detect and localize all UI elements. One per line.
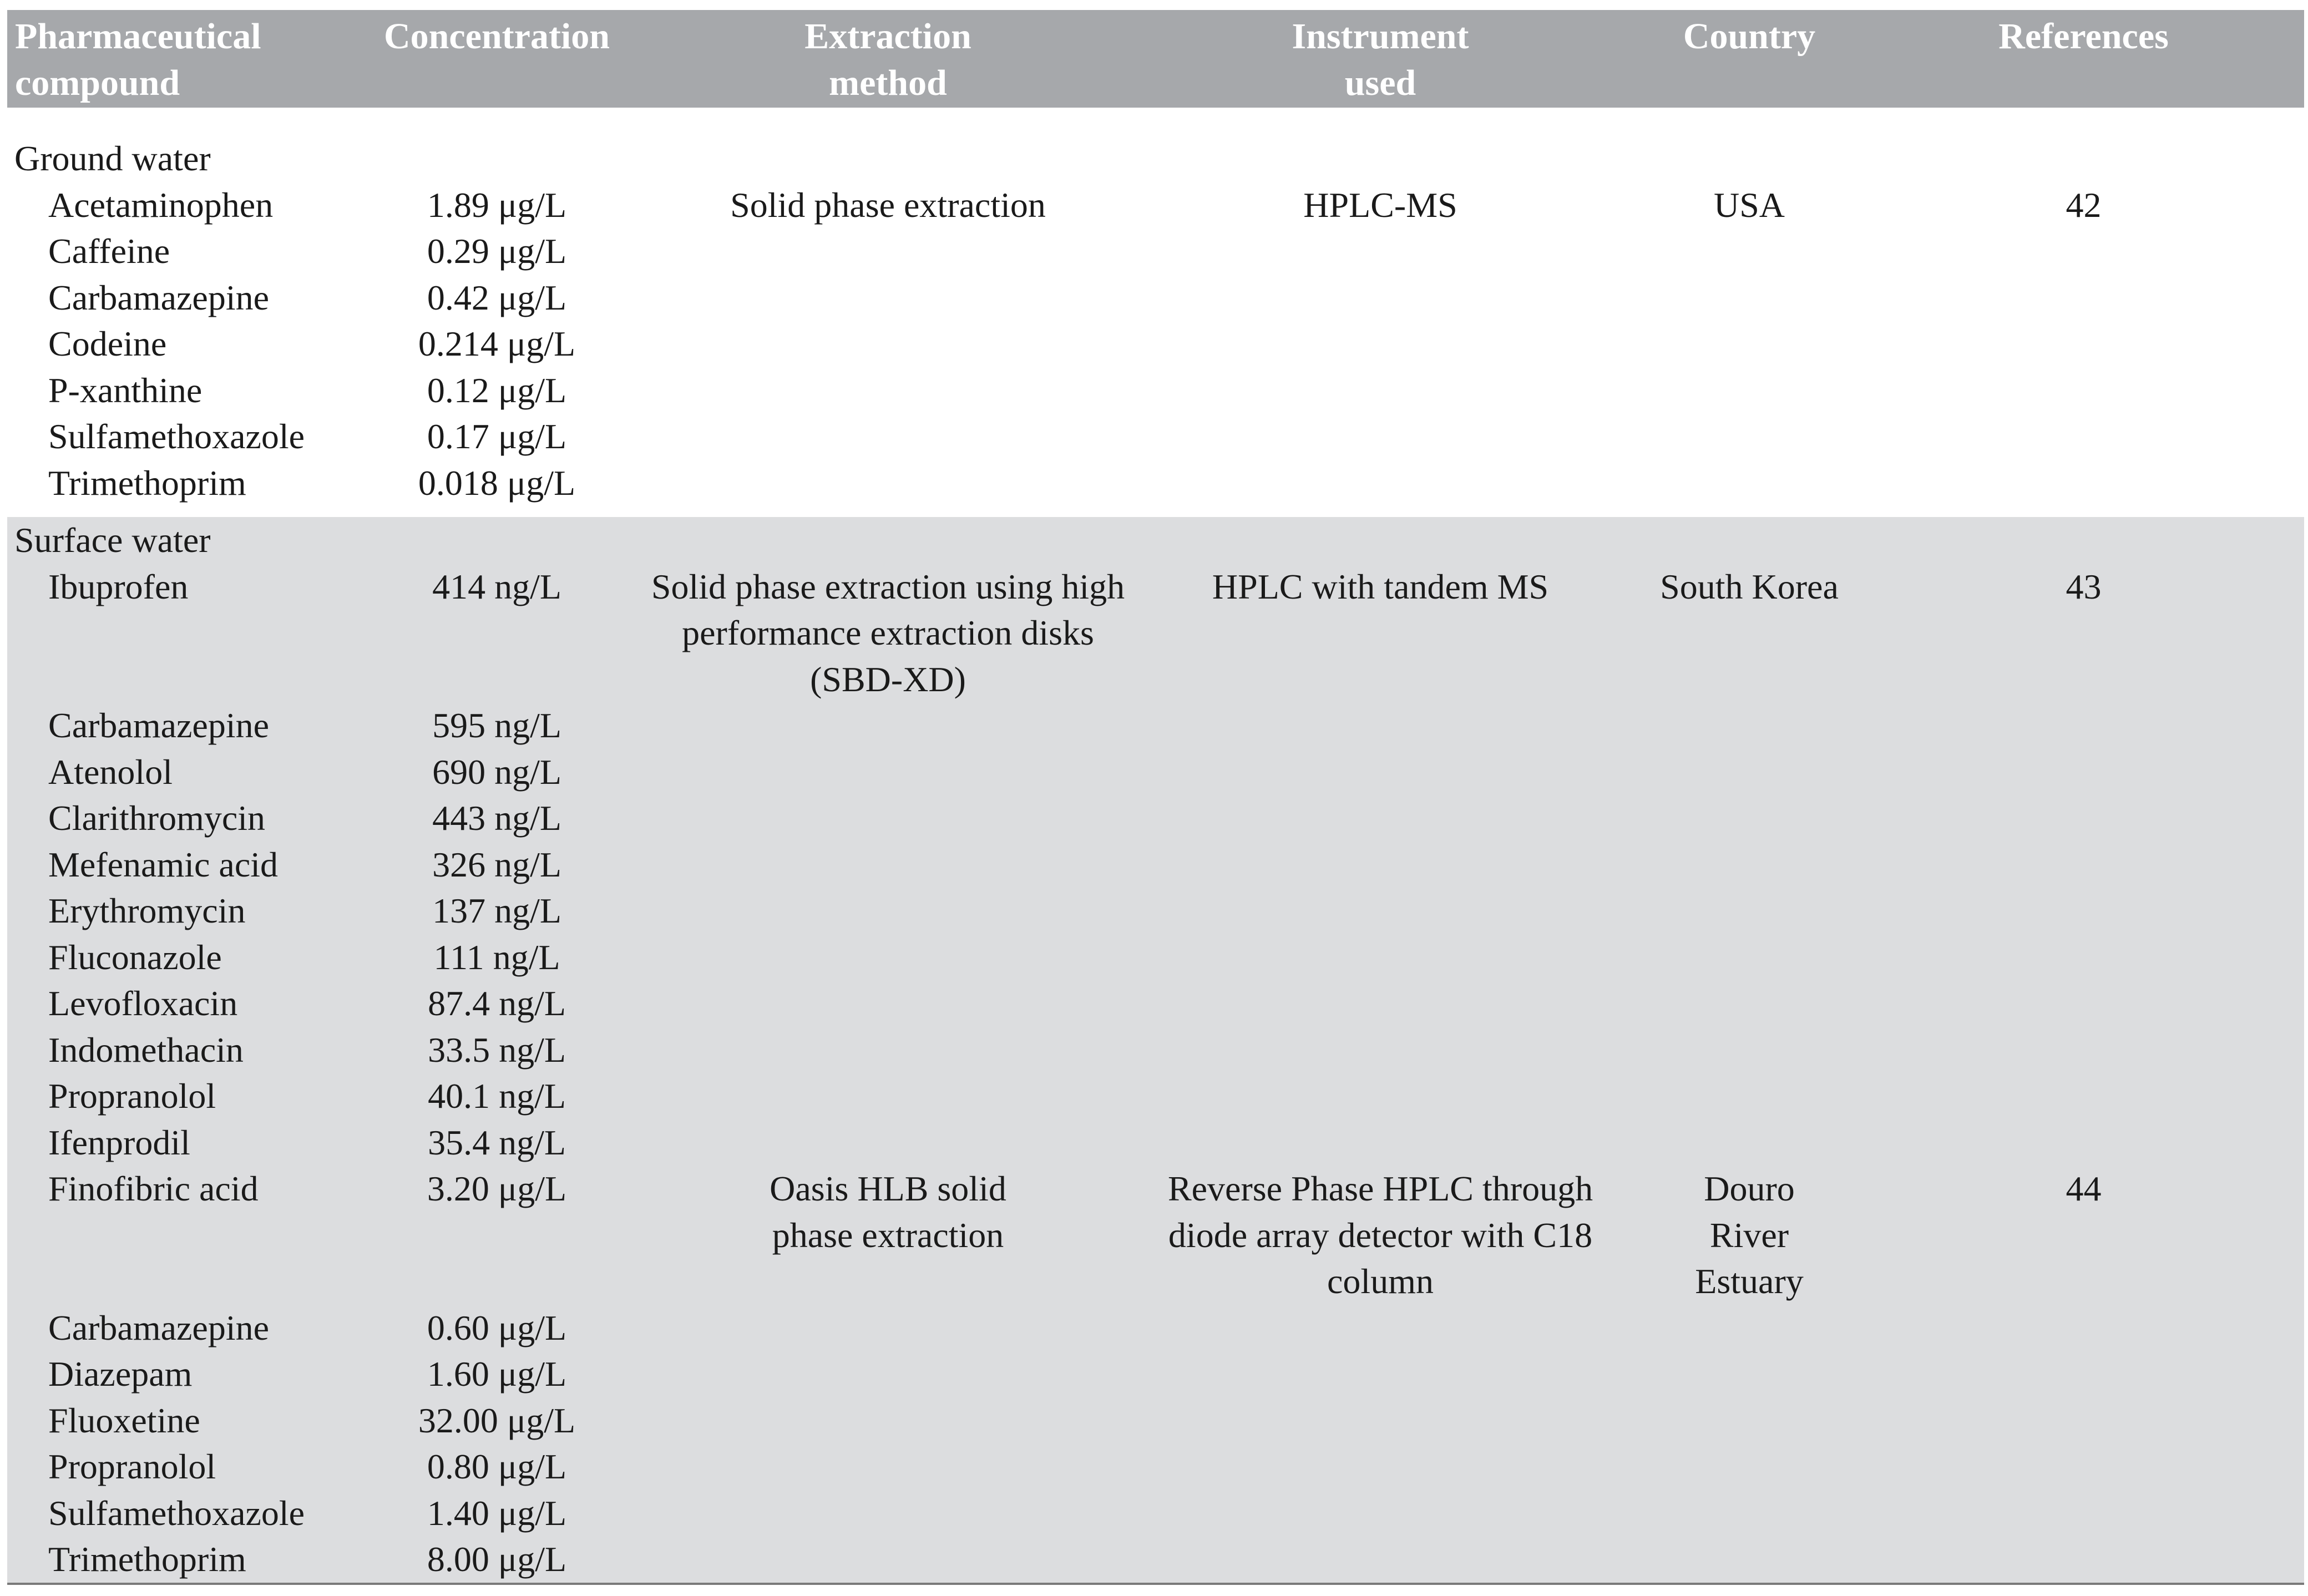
compound-cell: P-xanthine bbox=[48, 370, 203, 410]
compound-cell: Acetaminophen bbox=[48, 185, 274, 225]
concentration-cell: 8.00 μg/L bbox=[343, 1536, 651, 1584]
table-row bbox=[7, 1397, 2304, 1444]
table-row bbox=[7, 228, 2304, 275]
concentration-cell: 0.60 μg/L bbox=[427, 1308, 567, 1347]
concentration-cell: 40.1 ng/L bbox=[428, 1076, 566, 1116]
extraction-method-cell: Oasis HLB solid phase extraction bbox=[770, 1169, 1006, 1255]
compound-cell: Clarithromycin bbox=[48, 798, 266, 838]
group-surface-water bbox=[7, 517, 2304, 1584]
header-compound: Pharmaceutical compound bbox=[15, 16, 261, 103]
header-extraction-method: Extraction method bbox=[804, 16, 971, 103]
table-row bbox=[7, 564, 2304, 703]
country-cell: USA bbox=[1713, 185, 1785, 225]
table-row bbox=[7, 275, 2304, 321]
compound-cell: Ifenprodil bbox=[48, 1122, 190, 1162]
compound-cell: Fluconazole bbox=[48, 937, 222, 977]
table-row bbox=[7, 795, 2304, 842]
concentration-cell: 595 ng/L bbox=[432, 706, 561, 745]
reference-cell: 44 bbox=[2066, 1169, 2102, 1208]
concentration-cell: 414 ng/L bbox=[432, 566, 561, 606]
table-row bbox=[7, 1027, 2304, 1073]
table-row bbox=[7, 1351, 2304, 1397]
compound-cell: Indomethacin bbox=[48, 1030, 244, 1070]
section-title: Ground water bbox=[14, 139, 211, 178]
table-row bbox=[7, 1536, 2304, 1584]
compound-cell: Erythromycin bbox=[48, 891, 246, 930]
table-row bbox=[7, 1073, 2304, 1119]
concentration-cell: 32.00 μg/L bbox=[418, 1400, 576, 1440]
concentration-cell: 1.60 μg/L bbox=[427, 1354, 567, 1394]
compound-cell: Carbamazepine bbox=[48, 706, 269, 745]
header-instrument: Instrument used bbox=[1292, 16, 1469, 103]
compound-cell: Levofloxacin bbox=[48, 984, 238, 1023]
concentration-cell: 0.80 μg/L bbox=[427, 1447, 567, 1486]
table-row bbox=[7, 888, 2304, 934]
concentration-cell: 443 ng/L bbox=[432, 798, 561, 838]
pharmaceutical-table bbox=[7, 10, 2304, 1585]
table-row bbox=[7, 182, 2304, 229]
compound-cell: Sulfamethoxazole bbox=[48, 1493, 305, 1533]
table-header-row bbox=[7, 10, 2304, 108]
concentration-cell: 0.29 μg/L bbox=[427, 231, 567, 271]
country-cell: Douro River Estuary bbox=[1695, 1169, 1804, 1301]
header-references: References bbox=[1998, 16, 2169, 57]
extraction-method-cell: Solid phase extraction using high performance extraction disks (SBD-XD) bbox=[651, 566, 1125, 699]
concentration-cell: 0.018 μg/L bbox=[418, 463, 576, 503]
compound-cell: Fluoxetine bbox=[48, 1400, 200, 1440]
concentration-cell: 0.12 μg/L bbox=[427, 370, 567, 410]
header-concentration: Concentration bbox=[384, 16, 610, 57]
country-cell: South Korea bbox=[1660, 566, 1839, 606]
table-row bbox=[7, 1166, 2304, 1305]
concentration-cell: 3.20 μg/L bbox=[427, 1169, 567, 1208]
compound-cell: Sulfamethoxazole bbox=[48, 417, 305, 456]
table-row bbox=[7, 460, 2304, 506]
compound-cell: Propranolol bbox=[48, 1076, 216, 1116]
section-title: Surface water bbox=[14, 520, 211, 560]
table-row bbox=[7, 413, 2304, 460]
concentration-cell: 1.89 μg/L bbox=[427, 185, 567, 225]
concentration-cell: 0.214 μg/L bbox=[418, 324, 576, 363]
instrument-cell: HPLC-MS bbox=[1303, 185, 1457, 225]
concentration-cell: 326 ng/L bbox=[432, 844, 561, 884]
concentration-cell: 87.4 ng/L bbox=[428, 984, 566, 1023]
compound-cell: Carbamazepine bbox=[48, 277, 269, 317]
compound-cell: Ibuprofen bbox=[48, 566, 189, 606]
compound-cell: Trimethoprim bbox=[7, 1536, 343, 1584]
compound-cell: Carbamazepine bbox=[48, 1308, 269, 1347]
concentration-cell: 137 ng/L bbox=[432, 891, 561, 930]
compound-cell: Mefenamic acid bbox=[48, 844, 278, 884]
concentration-cell: 690 ng/L bbox=[432, 752, 561, 792]
table-row bbox=[7, 934, 2304, 981]
table-row bbox=[7, 1305, 2304, 1351]
group-ground-water bbox=[7, 108, 2304, 517]
compound-cell: Trimethoprim bbox=[48, 463, 246, 503]
table-row bbox=[7, 1443, 2304, 1490]
compound-cell: Diazepam bbox=[48, 1354, 193, 1394]
table-row bbox=[7, 1119, 2304, 1166]
compound-cell: Finofibric acid bbox=[48, 1169, 259, 1208]
concentration-cell: 111 ng/L bbox=[433, 937, 560, 977]
concentration-cell: 1.40 μg/L bbox=[427, 1493, 567, 1533]
table-row bbox=[7, 367, 2304, 414]
concentration-cell: 0.17 μg/L bbox=[427, 417, 567, 456]
table-row bbox=[7, 1490, 2304, 1537]
table-row bbox=[7, 749, 2304, 796]
compound-cell: Codeine bbox=[48, 324, 167, 363]
header-country: Country bbox=[1683, 16, 1816, 57]
extraction-method-cell: Solid phase extraction bbox=[730, 185, 1046, 225]
compound-cell: Atenolol bbox=[48, 752, 173, 792]
concentration-cell: 33.5 ng/L bbox=[428, 1030, 566, 1070]
table-row bbox=[7, 980, 2304, 1027]
compound-cell: Caffeine bbox=[48, 231, 170, 271]
section-header-row bbox=[7, 517, 2304, 564]
table-row bbox=[7, 842, 2304, 888]
section-header-row bbox=[7, 135, 2304, 182]
concentration-cell: 35.4 ng/L bbox=[428, 1122, 566, 1162]
instrument-cell: HPLC with tandem MS bbox=[1212, 566, 1549, 606]
concentration-cell: 0.42 μg/L bbox=[427, 277, 567, 317]
instrument-cell: Reverse Phase HPLC through diode array detector with C18 column bbox=[1167, 1169, 1593, 1301]
table-row bbox=[7, 702, 2304, 749]
reference-cell: 43 bbox=[2066, 566, 2102, 606]
compound-cell: Propranolol bbox=[48, 1447, 216, 1486]
reference-cell: 42 bbox=[2066, 185, 2102, 225]
table-row bbox=[7, 321, 2304, 367]
